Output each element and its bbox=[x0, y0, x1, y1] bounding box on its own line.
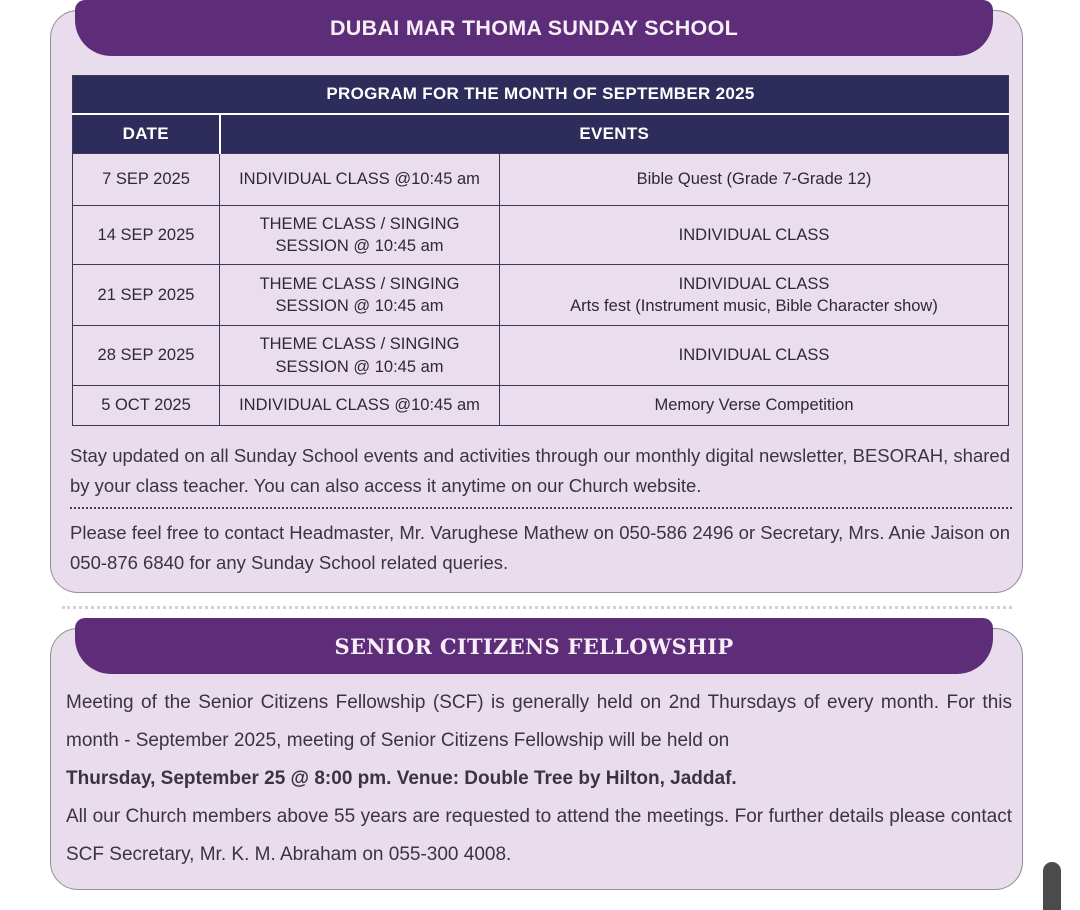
cell-session: THEME CLASS / SINGING SESSION @ 10:45 am bbox=[220, 265, 500, 326]
cell-date: 28 SEP 2025 bbox=[73, 326, 220, 386]
column-header-date: DATE bbox=[73, 114, 220, 154]
cell-event bbox=[500, 326, 1009, 386]
table-row bbox=[73, 386, 1009, 426]
cell-session: THEME CLASS / SINGING SESSION @ 10:45 am bbox=[220, 206, 500, 265]
cell-date: 7 SEP 2025 bbox=[73, 154, 220, 206]
table-row bbox=[73, 154, 1009, 206]
cell-date: 21 SEP 2025 bbox=[73, 265, 220, 326]
table-row bbox=[73, 206, 1009, 265]
event-line: INDIVIDUAL CLASS bbox=[678, 346, 830, 365]
table-row bbox=[73, 265, 1009, 326]
cell-session: INDIVIDUAL CLASS @10:45 am bbox=[220, 154, 500, 206]
event-line: Bible Quest (Grade 7-Grade 12) bbox=[636, 170, 872, 189]
contact-note: Please feel free to contact Headmaster, Mr. Varughese Mathew on 050-586 2496 or Secretary, Mrs. Anie Jaison on 050-876 6840 for any Sunday School related queries. bbox=[70, 522, 1010, 573]
scf-title: SENIOR CITIZENS FELLOWSHIP bbox=[334, 633, 734, 659]
program-table bbox=[72, 75, 1009, 426]
cell-session: THEME CLASS / SINGING SESSION @ 10:45 am bbox=[220, 326, 500, 386]
scf-text-block bbox=[66, 684, 1012, 874]
table-caption: PROGRAM FOR THE MONTH OF SEPTEMBER 2025 bbox=[73, 76, 1009, 114]
event-line: Memory Verse Competition bbox=[654, 396, 854, 415]
scf-header bbox=[75, 618, 993, 674]
sunday-school-header bbox=[75, 0, 993, 56]
card-separator-dots bbox=[62, 606, 1012, 609]
cell-date: 5 OCT 2025 bbox=[73, 386, 220, 426]
cell-event bbox=[500, 206, 1009, 265]
cell-event bbox=[500, 265, 1009, 326]
event-detail: Arts fest (Instrument music, Bible Character show) bbox=[570, 297, 938, 315]
cell-session: INDIVIDUAL CLASS @10:45 am bbox=[220, 386, 500, 426]
table-caption-row bbox=[73, 76, 1009, 114]
table-row bbox=[73, 326, 1009, 386]
event-line: INDIVIDUAL CLASS bbox=[678, 225, 830, 244]
sunday-school-title: DUBAI MAR THOMA SUNDAY SCHOOL bbox=[329, 15, 739, 40]
scf-highlight: Thursday, September 25 @ 8:00 pm. Venue: Double Tree by Hilton, Jaddaf. bbox=[66, 768, 737, 789]
column-header-events: EVENTS bbox=[220, 114, 1009, 154]
scf-intro: Meeting of the Senior Citizens Fellowship (SCF) is generally held on 2nd Thursdays of every month. For this month - September 2025, meeting of Senior Citizens Fellowship will be held on bbox=[66, 692, 1012, 751]
scrollbar-thumb[interactable] bbox=[1043, 862, 1061, 910]
cell-event bbox=[500, 154, 1009, 206]
dotted-divider bbox=[70, 507, 1012, 509]
newsletter-note: Stay updated on all Sunday School events and activities through our monthly digital newsletter, BESORAH, shared by your class teacher. You can also access it anytime on our Church website. bbox=[70, 445, 1010, 496]
scf-closing: All our Church members above 55 years are requested to attend the meetings. For further details please contact SCF Secretary, Mr. K. M. Abraham on 055-300 4008. bbox=[66, 806, 1012, 865]
table-header-row bbox=[73, 114, 1009, 154]
cell-date: 14 SEP 2025 bbox=[73, 206, 220, 265]
cell-event bbox=[500, 386, 1009, 426]
event-line: INDIVIDUAL CLASS bbox=[678, 274, 830, 293]
